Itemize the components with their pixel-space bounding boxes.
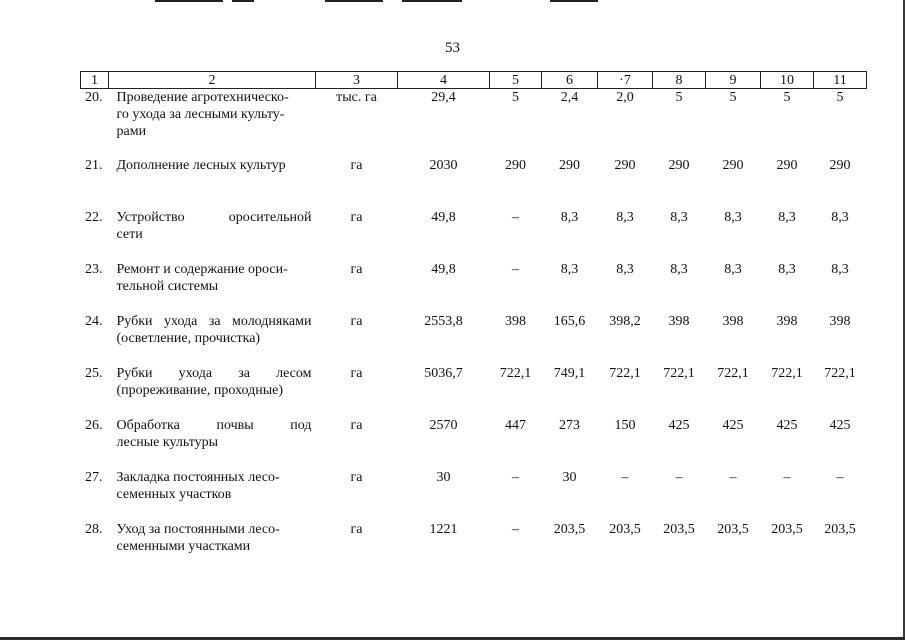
row-unit: га (350, 365, 363, 381)
row-value-col-7: 8,3 (616, 209, 634, 225)
row-value-col-5: 447 (505, 417, 526, 433)
row-value-col-10: 8,3 (778, 261, 796, 277)
column-header-7: ·7 (598, 72, 653, 89)
row-number: 20. (85, 90, 103, 105)
row-name (109, 313, 316, 365)
row-value-col-4: 2030 (429, 157, 458, 173)
row-value-col-8: 290 (668, 157, 690, 173)
row-value-col-11: 8,3 (831, 261, 849, 277)
row-value-col-5: 398 (505, 313, 526, 329)
row-value-col-6: 8,3 (560, 209, 579, 225)
row-value-col-4: 1221 (429, 521, 458, 537)
row-number: 24. (85, 313, 103, 329)
column-header-4: 4 (398, 72, 490, 89)
row-value-col-11: 5 (836, 90, 844, 105)
row-value-col-7: 2,0 (616, 90, 634, 105)
row-name-line: лесные культуры (116, 434, 219, 450)
row-value-col-7: – (621, 469, 629, 485)
row-value-col-11: 8,3 (831, 209, 849, 225)
row-value-col-8: 203,5 (663, 521, 695, 537)
row-name (109, 89, 316, 157)
row-value-col-9: 8,3 (724, 209, 742, 225)
column-header-5: 5 (490, 72, 542, 89)
table-row (81, 417, 867, 469)
row-value-col-9: 5 (729, 90, 737, 105)
row-value-col-4: 5036,7 (424, 365, 463, 381)
row-name-line: тельной системы (116, 278, 219, 294)
row-unit: га (350, 469, 363, 485)
row-value-col-6: 165,6 (553, 313, 586, 329)
row-name-line: Проведение агротехническо- (116, 90, 289, 105)
row-value-col-4: 49,8 (431, 261, 456, 277)
row-value-col-6: 203,5 (553, 521, 586, 537)
scan-edge-mark (232, 0, 254, 2)
row-value-col-11: 722,1 (824, 365, 856, 381)
row-value-col-4: 29,4 (431, 90, 456, 105)
row-name-line: сети (116, 226, 143, 242)
row-name (109, 157, 316, 209)
row-number: 27. (85, 469, 103, 485)
row-name (109, 417, 316, 469)
row-value-col-5: – (512, 469, 519, 485)
row-name (109, 209, 316, 261)
table-body (81, 89, 867, 573)
row-value-col-5: – (512, 521, 519, 537)
scan-edge-mark (155, 0, 223, 2)
column-header-2: 2 (109, 72, 316, 89)
row-value-col-11: 425 (829, 417, 851, 433)
row-name (109, 469, 316, 521)
row-value-col-6: 749,1 (553, 365, 586, 381)
row-name-line: Обработка почвы под (116, 417, 312, 433)
column-header-3: 3 (316, 72, 398, 89)
row-value-col-4: 2553,8 (424, 313, 463, 329)
row-name-line: Ремонт и содержание ороси- (116, 261, 288, 277)
row-unit: га (350, 261, 363, 277)
row-unit: га (350, 313, 363, 329)
row-value-col-5: 290 (505, 157, 526, 173)
row-value-col-10: 398 (776, 313, 798, 329)
row-name (109, 365, 316, 417)
row-value-col-5: 722,1 (499, 365, 532, 381)
row-value-col-10: 722,1 (771, 365, 803, 381)
row-unit: га (350, 157, 363, 173)
row-value-col-7: 150 (614, 417, 636, 433)
column-header-8: 8 (653, 72, 706, 89)
table-row (81, 469, 867, 521)
row-value-col-6: 2,4 (560, 90, 579, 105)
row-name (109, 261, 316, 313)
row-value-col-10: 203,5 (771, 521, 803, 537)
row-name-line: рами (116, 124, 147, 139)
row-value-col-8: – (675, 469, 683, 485)
scan-edge-mark (550, 0, 598, 2)
row-value-col-4: 30 (436, 469, 451, 485)
row-value-col-8: 8,3 (670, 209, 688, 225)
page-number: 53 (445, 40, 460, 56)
row-value-col-8: 8,3 (670, 261, 688, 277)
row-number: 23. (85, 261, 103, 277)
column-header-11: 11 (814, 72, 867, 89)
row-value-col-8: 425 (668, 417, 690, 433)
row-unit: га (350, 209, 363, 225)
row-value-col-10: 5 (783, 90, 791, 105)
row-value-col-9: 290 (722, 157, 744, 173)
row-value-col-6: 273 (559, 417, 580, 433)
row-unit: га (350, 521, 363, 537)
scan-edge-mark (325, 0, 383, 2)
row-name-line: Рубки ухода за лесом (116, 365, 312, 381)
row-name-line: Уход за постоянными лесо- (116, 521, 280, 537)
data-table (80, 71, 867, 573)
column-header-6: 6 (542, 72, 598, 89)
row-value-col-11: – (836, 469, 844, 485)
row-number: 25. (85, 365, 103, 381)
row-value-col-9: 8,3 (724, 261, 742, 277)
row-value-col-10: 290 (776, 157, 798, 173)
row-value-col-7: 8,3 (616, 261, 634, 277)
row-name-line: Устройство оросительной (116, 209, 312, 225)
row-value-col-9: – (729, 469, 737, 485)
row-number: 21. (85, 157, 103, 173)
table-row (81, 521, 867, 573)
row-number: 26. (85, 417, 103, 433)
row-name-line: семенными участками (116, 538, 251, 554)
row-name-line: Дополнение лесных культур (116, 157, 286, 173)
row-value-col-10: 8,3 (778, 209, 796, 225)
row-value-col-5: – (512, 209, 519, 225)
row-value-col-8: 722,1 (663, 365, 695, 381)
row-value-col-11: 203,5 (824, 521, 856, 537)
table-row (81, 365, 867, 417)
row-name-line: Закладка постоянных лесо- (116, 469, 280, 485)
row-value-col-11: 398 (829, 313, 851, 329)
row-name-line: (осветление, прочистка) (116, 330, 261, 346)
row-value-col-7: 398,2 (609, 313, 641, 329)
row-value-col-7: 722,1 (609, 365, 641, 381)
table-row (81, 157, 867, 209)
row-name-line: Рубки ухода за молодняками (116, 313, 312, 329)
table-row (81, 313, 867, 365)
row-value-col-6: 8,3 (560, 261, 579, 277)
table-row (81, 261, 867, 313)
row-value-col-6: 30 (562, 469, 577, 485)
row-value-col-9: 203,5 (717, 521, 749, 537)
row-value-col-9: 425 (722, 417, 744, 433)
row-value-col-4: 49,8 (431, 209, 456, 225)
row-value-col-9: 398 (722, 313, 744, 329)
column-header-1: 1 (81, 72, 109, 89)
row-value-col-10: – (783, 469, 791, 485)
row-name-line: семенных участков (116, 486, 232, 502)
row-value-col-7: 290 (614, 157, 636, 173)
row-value-col-5: – (512, 261, 519, 277)
row-name (109, 521, 316, 573)
row-value-col-11: 290 (829, 157, 851, 173)
row-value-col-10: 425 (776, 417, 798, 433)
row-value-col-4: 2570 (429, 417, 458, 433)
row-value-col-8: 398 (668, 313, 690, 329)
table-row (81, 89, 867, 157)
column-header-10: 10 (761, 72, 814, 89)
row-unit: га (350, 417, 363, 433)
table-row (81, 209, 867, 261)
scan-edge-mark (402, 0, 462, 2)
row-value-col-7: 203,5 (609, 521, 641, 537)
row-name-line: го ухода за лесными культу- (116, 107, 285, 122)
table-header-row (81, 72, 867, 89)
row-unit: тыс. га (336, 90, 377, 105)
row-value-col-9: 722,1 (717, 365, 749, 381)
row-name-line: (прореживание, проходные) (116, 382, 283, 398)
row-value-col-8: 5 (675, 90, 683, 105)
row-number: 28. (85, 521, 103, 537)
column-header-9: 9 (706, 72, 761, 89)
row-value-col-6: 290 (559, 157, 580, 173)
row-number: 22. (85, 209, 103, 225)
row-value-col-5: 5 (512, 90, 519, 105)
